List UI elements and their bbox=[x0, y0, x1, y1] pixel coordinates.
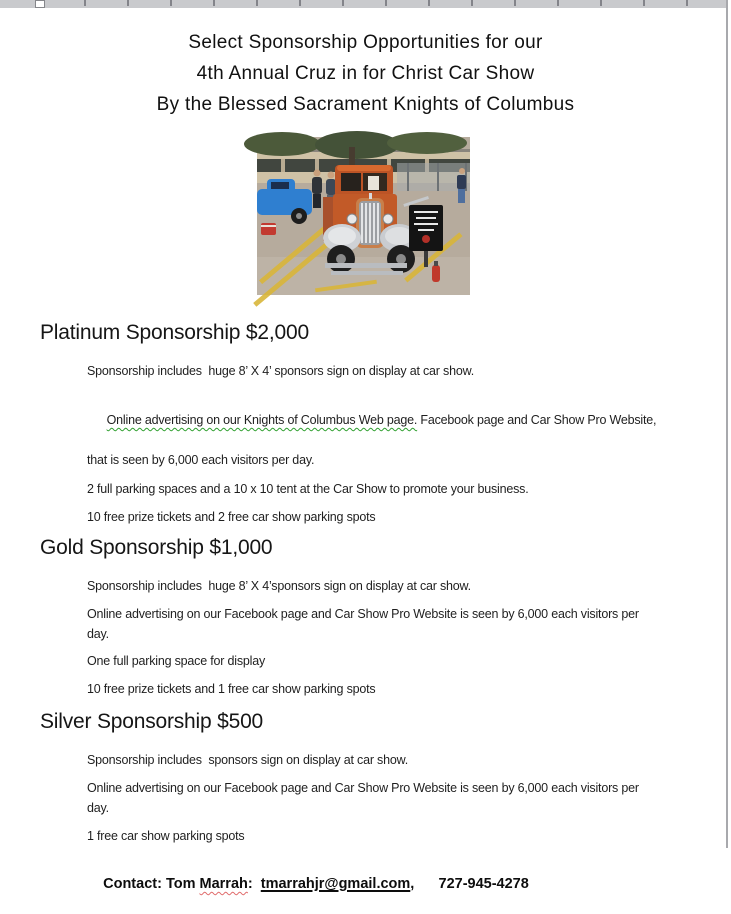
platinum-bullet-3 bbox=[87, 479, 731, 499]
bullet-text: Sponsorship includes huge 8’ X 4’sponsors sign on display at car show. bbox=[87, 579, 471, 593]
bullet-text: day. bbox=[87, 627, 109, 641]
platinum-bullet-4 bbox=[87, 507, 731, 527]
title-line-1: Select Sponsorship Opportunities for our bbox=[188, 32, 543, 53]
car-photo-illustration bbox=[257, 137, 470, 295]
platinum-bullet-2 bbox=[87, 390, 731, 470]
gold-bullet-1 bbox=[87, 576, 731, 596]
red-cooler bbox=[261, 223, 276, 235]
silver-bullet-2 bbox=[87, 778, 731, 818]
headlight-right bbox=[383, 214, 393, 224]
bullet-text: 1 free car show parking spots bbox=[87, 829, 245, 843]
bullet-text: Sponsorship includes sponsors sign on display at car show. bbox=[87, 753, 409, 767]
contact-label: Contact: Tom bbox=[103, 876, 200, 892]
title-line-3: By the Blessed Sacrament Knights of Columbus bbox=[156, 94, 575, 115]
heading-silver: Silver Sponsorship $500 bbox=[40, 710, 264, 733]
grammar-flagged-text: Online advertising on our Knights of Columbus Web page. bbox=[106, 413, 418, 427]
bullet-text: 10 free prize tickets and 1 free car show parking spots bbox=[87, 682, 376, 696]
page-right-edge bbox=[726, 0, 728, 848]
ruler-margin-marker[interactable] bbox=[35, 0, 45, 8]
contact-email-link[interactable]: tmarrahjr@gmail.com bbox=[260, 876, 411, 892]
bullet-text: 2 full parking spaces and a 10 x 10 tent at the Car Show to promote your business. bbox=[87, 482, 529, 496]
bullet-text: Facebook page and Car Show Pro Website, bbox=[417, 413, 657, 427]
silver-bullet-1 bbox=[87, 750, 731, 770]
document-title bbox=[0, 27, 731, 120]
contact-line bbox=[87, 854, 731, 914]
ruler bbox=[0, 0, 726, 8]
windshield-sign bbox=[368, 176, 379, 190]
ruler-ticks bbox=[0, 0, 726, 6]
bullet-text: Sponsorship includes huge 8’ X 4’ sponsors sign on display at car show. bbox=[87, 364, 474, 378]
contact-colon: : bbox=[247, 876, 261, 892]
title-line-2: 4th Annual Cruz in for Christ Car Show bbox=[196, 63, 535, 84]
bullet-text: that is seen by 6,000 each visitors per day. bbox=[87, 453, 315, 467]
bullet-text: One full parking space for display bbox=[87, 654, 266, 668]
heading-platinum: Platinum Sponsorship $2,000 bbox=[40, 321, 309, 344]
gold-bullet-3 bbox=[87, 651, 731, 671]
silver-bullet-3 bbox=[87, 826, 731, 846]
gold-bullet-2 bbox=[87, 604, 731, 644]
gold-bullet-4 bbox=[87, 679, 731, 699]
contact-separator: , bbox=[410, 876, 439, 892]
bullet-text: 10 free prize tickets and 2 free car show parking spots bbox=[87, 510, 376, 524]
contact-phone: 727-945-4278 bbox=[438, 876, 529, 892]
bullet-text: day. bbox=[87, 801, 109, 815]
spellcheck-flagged-name: Marrah bbox=[199, 876, 248, 892]
bullet-text: Online advertising on our Facebook page and Car Show Pro Website is seen by 6,000 each visitors per bbox=[87, 781, 639, 795]
car-photo bbox=[257, 137, 470, 295]
platinum-bullet-1 bbox=[87, 361, 731, 381]
headlight-left bbox=[347, 214, 357, 224]
heading-gold: Gold Sponsorship $1,000 bbox=[40, 536, 273, 559]
bullet-text: Online advertising on our Facebook page and Car Show Pro Website is seen by 6,000 each visitors per bbox=[87, 607, 639, 621]
bumper bbox=[325, 263, 407, 268]
